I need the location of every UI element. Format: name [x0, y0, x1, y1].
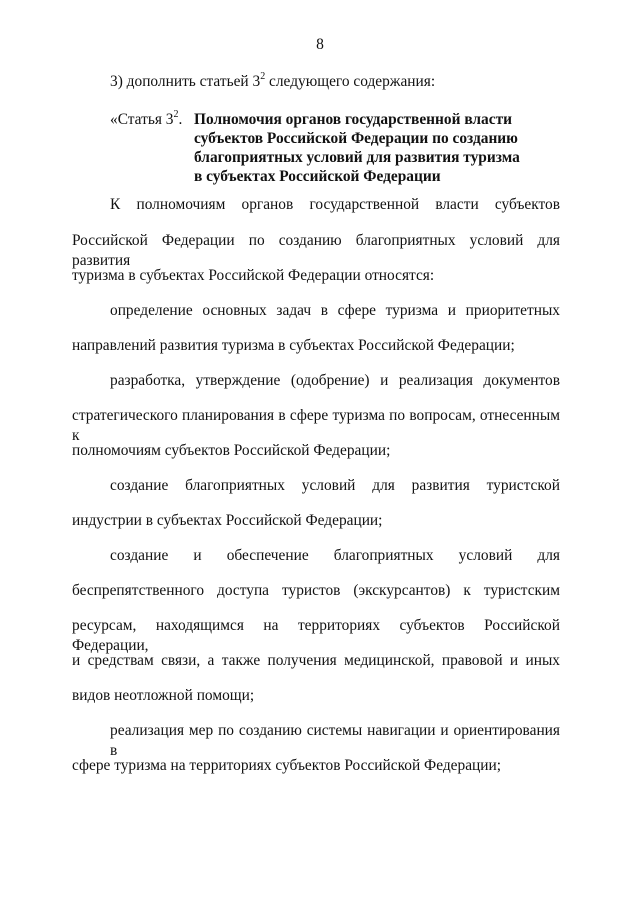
article-label-superscript: 2	[173, 109, 179, 120]
article-title-line: субъектов Российской Федерации по созданию	[194, 130, 518, 147]
intro-prefix: 3) дополнить статьей 3	[110, 73, 261, 90]
body-line: видов неотложной помощи;	[72, 687, 255, 704]
body-line: реализация мер по созданию системы навигации и ориентирования в	[110, 722, 560, 759]
body-line: Российской Федерации по созданию благоприятных условий для развития	[72, 232, 560, 269]
article-label: «Статья $3^2$.	[110, 109, 183, 128]
body-line: направлений развития туризма в субъектах Российской Федерации;	[72, 337, 515, 354]
body-line: ресурсам, находящимся на территориях субъектов Российской Федерации,	[72, 617, 560, 654]
body-line: создание благоприятных условий для развития туристской	[110, 477, 560, 494]
body-line: беспрепятственного доступа туристов (экскурсантов) к туристским	[72, 582, 560, 599]
body-line: разработка, утверждение (одобрение) и реализация документов	[110, 372, 560, 389]
body-line: туризма в субъектах Российской Федерации относятся:	[72, 267, 435, 284]
body-line: сфере туризма на территориях субъектов Российской Федерации;	[72, 757, 502, 774]
article-title-line: в субъектах Российской Федерации	[194, 168, 441, 185]
intro-superscript: 2	[260, 71, 266, 82]
body-line: стратегического планирования в сфере туризма по вопросам, отнесенным к	[72, 407, 560, 444]
body-line: полномочиям субъектов Российской Федерации;	[72, 442, 391, 459]
body-line: создание и обеспечение благоприятных условий для	[110, 547, 560, 564]
body-line: определение основных задач в сфере туризма и приоритетных	[110, 302, 560, 319]
article-title-line: Полномочия органов государственной власти	[194, 111, 513, 128]
body-line: и средствам связи, а также получения медицинской, правовой и иных	[72, 652, 560, 669]
article-title-line: благоприятных условий для развития туризма	[194, 149, 520, 166]
amendment-intro	[110, 72, 435, 92]
page-number: 8	[316, 36, 324, 53]
intro-suffix: следующего содержания:	[265, 73, 436, 90]
body-line: К полномочиям органов государственной власти субъектов	[110, 196, 560, 213]
body-line: индустрии в субъектах Российской Федерации;	[72, 512, 383, 529]
